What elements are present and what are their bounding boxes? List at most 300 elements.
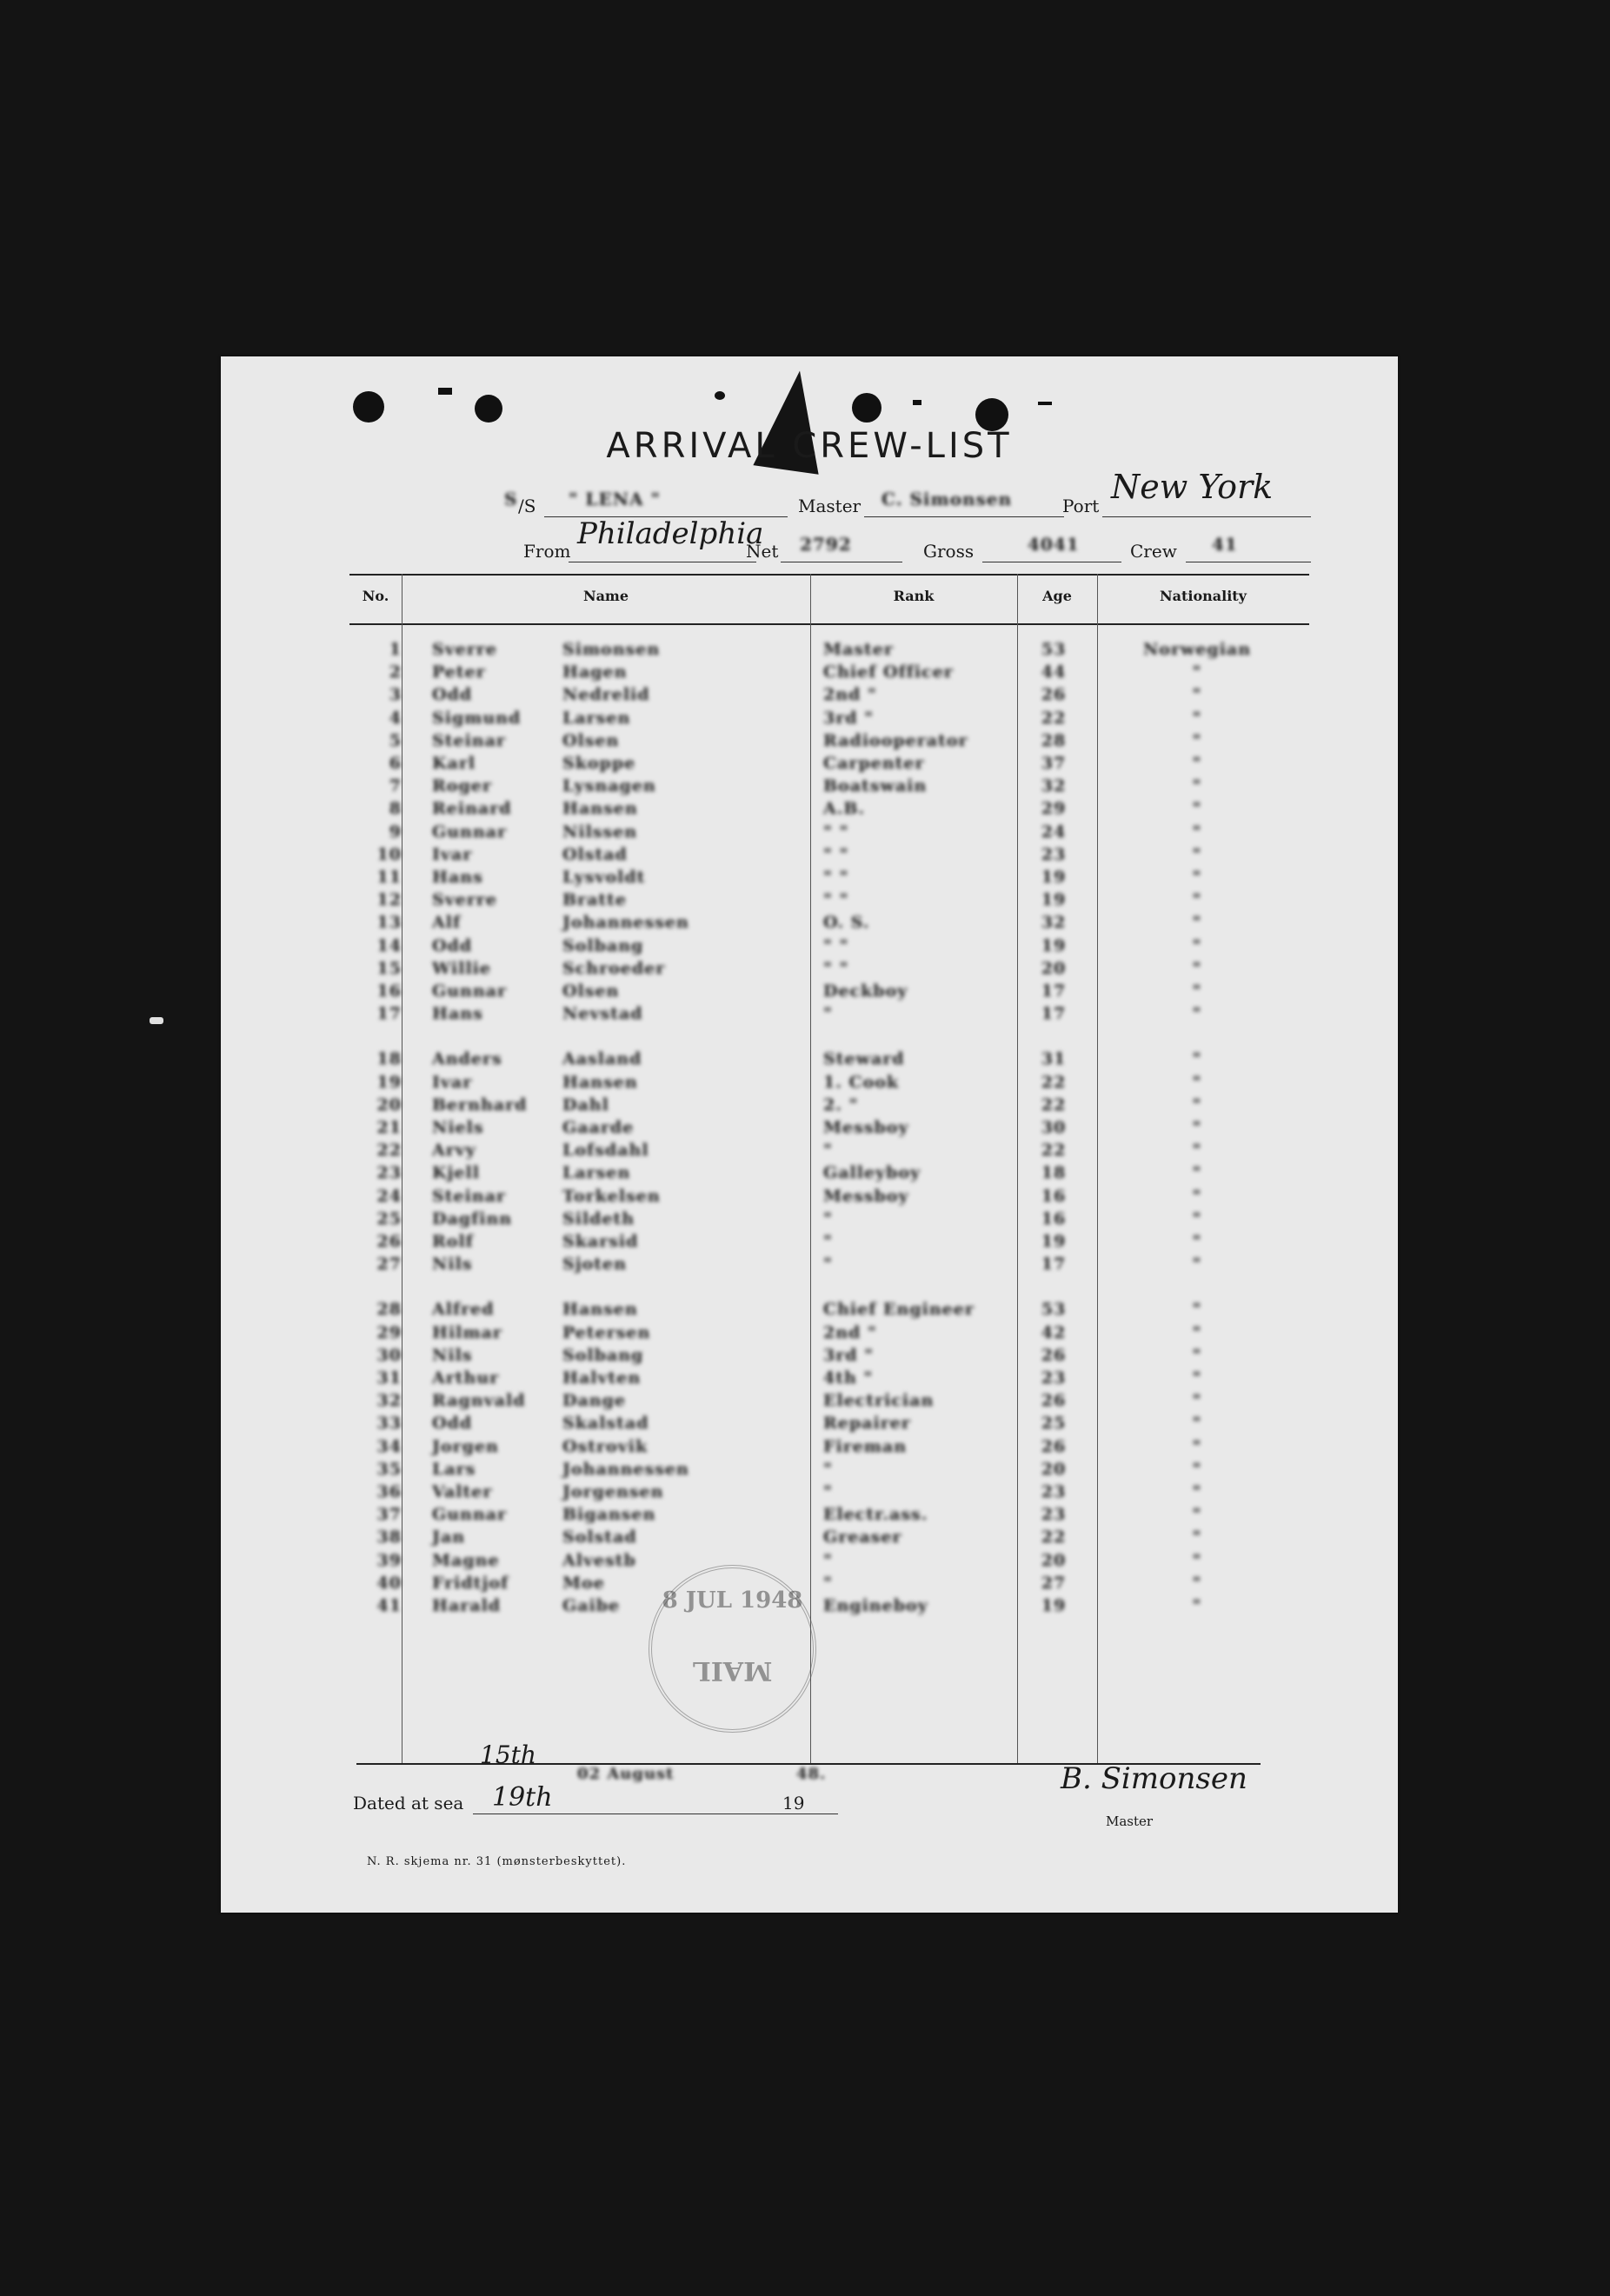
cell-nationality: " <box>1192 1118 1202 1137</box>
cell-no: 37 <box>376 1505 402 1525</box>
cell-nationality: " <box>1192 1300 1202 1320</box>
cell-nationality: " <box>1192 1436 1202 1456</box>
cell-nationality: " <box>1192 776 1202 796</box>
cell-age: 23 <box>1041 1505 1067 1525</box>
cell-age: 26 <box>1041 1345 1067 1365</box>
cell-last-name: Petersen <box>562 1322 651 1342</box>
table-row <box>349 685 1309 708</box>
cell-last-name: Sjoten <box>562 1254 627 1274</box>
cell-rank: " " <box>823 890 849 910</box>
table-header-rule <box>349 623 1309 625</box>
cell-last-name: Bigansen <box>562 1505 656 1525</box>
cell-first-name: Peter <box>432 662 486 682</box>
cell-first-name: Steinar <box>432 730 506 750</box>
cell-first-name: Sigmund <box>432 708 522 728</box>
cell-no: 38 <box>376 1527 402 1547</box>
cell-age: 19 <box>1041 890 1067 910</box>
stamp-line1: 8 JUL 1948 <box>662 1587 803 1614</box>
cell-last-name: Lysvoldt <box>562 868 646 887</box>
punch-hole <box>852 393 882 423</box>
cell-nationality: " <box>1192 844 1202 864</box>
cell-age: 25 <box>1041 1414 1067 1434</box>
crew-value: 41 <box>1212 534 1238 555</box>
table-row <box>349 1141 1309 1163</box>
table-row <box>349 1414 1309 1436</box>
table-row <box>349 1368 1309 1391</box>
cell-age: 19 <box>1041 935 1067 955</box>
cell-no: 16 <box>376 982 402 1001</box>
cell-age: 20 <box>1041 1550 1067 1570</box>
table-row <box>349 959 1309 982</box>
cell-no: 21 <box>376 1118 402 1137</box>
cell-age: 44 <box>1041 662 1067 682</box>
cell-age: 17 <box>1041 1004 1067 1024</box>
ink-mark <box>438 388 452 395</box>
cell-nationality: " <box>1192 754 1202 773</box>
cell-last-name: Lofsdahl <box>562 1141 649 1161</box>
cell-rank: 4th " <box>823 1368 874 1388</box>
cell-no: 25 <box>376 1208 402 1228</box>
gross-value: 4041 <box>1028 534 1080 555</box>
handwritten-day: 15th <box>480 1740 536 1769</box>
cell-age: 26 <box>1041 685 1067 705</box>
cell-rank: Chief Engineer <box>823 1300 975 1320</box>
cell-no: 2 <box>389 662 402 682</box>
cell-age: 27 <box>1041 1573 1067 1593</box>
cell-nationality: " <box>1192 1072 1202 1092</box>
cell-nationality: " <box>1192 685 1202 705</box>
cell-last-name: Halvten <box>562 1368 642 1388</box>
cell-last-name: Solbang <box>562 935 644 955</box>
cell-nationality: " <box>1192 1004 1202 1024</box>
cell-rank: " <box>823 1459 833 1479</box>
cell-age: 19 <box>1041 1596 1067 1615</box>
cell-first-name: Nils <box>432 1254 473 1274</box>
post-stamp <box>649 1565 816 1733</box>
table-row <box>349 1527 1309 1550</box>
cell-nationality: " <box>1192 1208 1202 1228</box>
cell-nationality: " <box>1192 1232 1202 1251</box>
table-row <box>349 936 1309 959</box>
cell-age: 22 <box>1041 1527 1067 1547</box>
cell-age: 31 <box>1041 1049 1067 1069</box>
cell-last-name: Sildeth <box>562 1208 635 1228</box>
cell-rank: Chief Officer <box>823 662 954 682</box>
cell-nationality: " <box>1192 1482 1202 1501</box>
cell-no: 34 <box>376 1436 402 1456</box>
cell-age: 53 <box>1041 640 1067 659</box>
cell-age: 28 <box>1041 730 1067 750</box>
cell-last-name: Nedrelid <box>562 685 650 705</box>
cell-age: 22 <box>1041 1095 1067 1115</box>
cell-first-name: Alfred <box>432 1300 495 1320</box>
cell-rank: 2. " <box>823 1095 859 1115</box>
header-no: No. <box>362 588 389 604</box>
header-name: Name <box>582 588 629 604</box>
cell-no: 29 <box>376 1322 402 1342</box>
cell-age: 19 <box>1041 868 1067 887</box>
cell-age: 26 <box>1041 1436 1067 1456</box>
cell-last-name: Dahl <box>562 1095 609 1115</box>
cell-age: 20 <box>1041 958 1067 978</box>
cell-age: 23 <box>1041 1368 1067 1388</box>
header-age: Age <box>1042 588 1072 604</box>
cell-rank: 2nd " <box>823 1322 877 1342</box>
cell-nationality: " <box>1192 913 1202 933</box>
cell-first-name: Arthur <box>432 1368 500 1388</box>
cell-last-name: Gaarde <box>562 1118 635 1137</box>
cell-no: 7 <box>389 776 402 796</box>
cell-first-name: Reinard <box>432 799 512 819</box>
cell-rank: " <box>823 1482 833 1501</box>
cell-last-name: Johannessen <box>562 1459 689 1479</box>
cell-nationality: " <box>1192 868 1202 887</box>
cell-age: 16 <box>1041 1208 1067 1228</box>
ship-prefix: S <box>504 489 518 509</box>
year-value: 48. <box>796 1765 827 1783</box>
cell-no: 6 <box>389 754 402 773</box>
cell-rank: " <box>823 1141 833 1161</box>
cell-age: 16 <box>1041 1186 1067 1206</box>
form-title: ARRIVAL CREW-LIST <box>606 426 1013 466</box>
cell-last-name: Hansen <box>562 1072 638 1092</box>
cell-last-name: Skarsid <box>562 1232 639 1251</box>
cell-nationality: " <box>1192 1573 1202 1593</box>
cell-nationality: " <box>1192 1141 1202 1161</box>
cell-nationality: " <box>1192 1391 1202 1411</box>
cell-nationality: Norwegian <box>1142 640 1252 659</box>
table-row <box>349 1004 1309 1027</box>
cell-first-name: Harald <box>432 1596 502 1615</box>
ship-name: " LENA " <box>569 489 661 509</box>
cell-first-name: Jorgen <box>432 1436 499 1456</box>
from-label: From <box>523 541 571 562</box>
cell-age: 20 <box>1041 1459 1067 1479</box>
cell-first-name: Odd <box>432 935 473 955</box>
net-label: Net <box>746 541 779 562</box>
cell-rank: Electrician <box>823 1391 935 1411</box>
table-row <box>349 662 1309 685</box>
cell-last-name: Johannessen <box>562 913 689 933</box>
cell-rank: " " <box>823 958 849 978</box>
table-row <box>349 913 1309 935</box>
cell-age: 53 <box>1041 1300 1067 1320</box>
cell-first-name: Karl <box>432 754 476 773</box>
cell-first-name: Ragnvald <box>432 1391 526 1411</box>
cell-rank: Messboy <box>823 1186 909 1206</box>
table-row <box>349 1254 1309 1277</box>
cell-age: 22 <box>1041 1072 1067 1092</box>
cell-last-name: Dange <box>562 1391 626 1411</box>
cell-last-name: Lysnagen <box>562 776 656 796</box>
cell-no: 28 <box>376 1300 402 1320</box>
cell-rank: Radiooperator <box>823 730 968 750</box>
cell-no: 1 <box>389 640 402 659</box>
cell-no: 26 <box>376 1232 402 1251</box>
cell-age: 26 <box>1041 1391 1067 1411</box>
cell-age: 23 <box>1041 844 1067 864</box>
cell-rank: Galleyboy <box>823 1163 921 1183</box>
cell-last-name: Hansen <box>562 1300 638 1320</box>
crew-list-document <box>221 356 1398 1913</box>
ink-mark <box>715 391 725 400</box>
cell-first-name: Alf <box>432 913 462 933</box>
cell-last-name: Olsen <box>562 982 620 1001</box>
cell-no: 39 <box>376 1550 402 1570</box>
stamp-line2: MAIL <box>692 1655 773 1686</box>
cell-last-name: Olsen <box>562 730 620 750</box>
table-row <box>349 1346 1309 1368</box>
punch-hole <box>353 391 384 423</box>
table-row <box>349 1551 1309 1574</box>
cell-nationality: " <box>1192 1163 1202 1183</box>
cell-age: 17 <box>1041 1254 1067 1274</box>
cell-last-name: Olstad <box>562 844 628 864</box>
cell-rank: " <box>823 1004 833 1024</box>
cell-rank: " <box>823 1208 833 1228</box>
cell-age: 23 <box>1041 1482 1067 1501</box>
cell-no: 8 <box>389 799 402 819</box>
cell-rank: Steward <box>823 1049 905 1069</box>
cell-age: 17 <box>1041 982 1067 1001</box>
cell-first-name: Gunnar <box>432 1505 507 1525</box>
table-row <box>349 1437 1309 1460</box>
cell-first-name: Gunnar <box>432 982 507 1001</box>
cell-rank: 1. Cook <box>823 1072 900 1092</box>
port-underline <box>1102 516 1311 517</box>
table-row <box>349 754 1309 776</box>
cell-age: 19 <box>1041 1232 1067 1251</box>
cell-nationality: " <box>1192 799 1202 819</box>
ink-mark <box>1038 402 1052 405</box>
cell-age: 32 <box>1041 776 1067 796</box>
header-rank: Rank <box>893 588 935 604</box>
cell-rank: Deckboy <box>823 982 908 1001</box>
cell-nationality: " <box>1192 1322 1202 1342</box>
cell-rank: Greaser <box>823 1527 902 1547</box>
cell-nationality: " <box>1192 1459 1202 1479</box>
cell-nationality: " <box>1192 935 1202 955</box>
cell-nationality: " <box>1192 1596 1202 1615</box>
cell-no: 41 <box>376 1596 402 1615</box>
cell-first-name: Ivar <box>432 1072 473 1092</box>
cell-nationality: " <box>1192 958 1202 978</box>
cell-no: 10 <box>376 844 402 864</box>
table-row <box>349 890 1309 913</box>
table-row <box>349 1460 1309 1482</box>
cell-rank: 3rd " <box>823 1345 875 1365</box>
cell-age: 29 <box>1041 799 1067 819</box>
cell-first-name: Lars <box>432 1459 476 1479</box>
cell-last-name: Alvestb <box>562 1550 636 1570</box>
table-row <box>349 1163 1309 1186</box>
cell-nationality: " <box>1192 1505 1202 1525</box>
cell-rank: " " <box>823 844 849 864</box>
table-row <box>349 776 1309 799</box>
cell-no: 9 <box>389 822 402 842</box>
cell-no: 31 <box>376 1368 402 1388</box>
cell-first-name: Hilmar <box>432 1322 502 1342</box>
table-row <box>349 640 1309 662</box>
cell-first-name: Hans <box>432 1004 483 1024</box>
cell-age: 18 <box>1041 1163 1067 1183</box>
cell-rank: Repairer <box>823 1414 911 1434</box>
cell-rank: " <box>823 1573 833 1593</box>
table-row <box>349 868 1309 890</box>
cell-nationality: " <box>1192 1049 1202 1069</box>
cell-age: 30 <box>1041 1118 1067 1137</box>
cell-first-name: Bernhard <box>432 1095 528 1115</box>
cell-last-name: Hagen <box>562 662 628 682</box>
cell-last-name: Larsen <box>562 708 631 728</box>
cell-first-name: Willie <box>432 958 491 978</box>
cell-nationality: " <box>1192 1095 1202 1115</box>
crew-table <box>349 574 1309 1765</box>
cell-last-name: Nilssen <box>562 822 638 842</box>
cell-rank: " <box>823 1254 833 1274</box>
punch-hole <box>475 395 502 423</box>
cell-last-name: Skoppe <box>562 754 636 773</box>
cell-no: 11 <box>376 868 402 887</box>
cell-last-name: Torkelsen <box>562 1186 661 1206</box>
cell-last-name: Solbang <box>562 1345 644 1365</box>
date-value: 02 August <box>577 1765 675 1783</box>
cell-nationality: " <box>1192 1527 1202 1547</box>
cell-no: 30 <box>376 1345 402 1365</box>
cell-last-name: Gaibe <box>562 1596 621 1615</box>
port-label: Port <box>1062 496 1100 516</box>
handwritten-day-2: 19th <box>492 1782 553 1813</box>
cell-last-name: Moe <box>562 1573 605 1593</box>
cell-rank: Electr.ass. <box>823 1505 928 1525</box>
cell-no: 32 <box>376 1391 402 1411</box>
ship-sep: /S <box>518 496 536 516</box>
cell-last-name: Larsen <box>562 1163 631 1183</box>
header-nationality: Nationality <box>1160 588 1247 604</box>
cell-rank: 3rd " <box>823 708 875 728</box>
cell-last-name: Jorgensen <box>562 1482 664 1501</box>
cell-first-name: Hans <box>432 868 483 887</box>
cell-no: 36 <box>376 1482 402 1501</box>
cell-first-name: Ivar <box>432 844 473 864</box>
form-note: N. R. skjema nr. 31 (mønsterbeskyttet). <box>367 1855 627 1868</box>
cell-nationality: " <box>1192 1345 1202 1365</box>
master-label: Master <box>798 496 862 516</box>
cell-no: 5 <box>389 730 402 750</box>
cell-nationality: " <box>1192 1550 1202 1570</box>
cell-age: 37 <box>1041 754 1067 773</box>
master-value: C. Simonsen <box>882 489 1013 509</box>
cell-nationality: " <box>1192 982 1202 1001</box>
cell-first-name: Jan <box>432 1527 466 1547</box>
port-value: New York <box>1111 468 1274 506</box>
table-row <box>349 1482 1309 1505</box>
cell-first-name: Sverre <box>432 890 497 910</box>
table-top-rule <box>349 574 1309 576</box>
table-row <box>349 1574 1309 1596</box>
cell-no: 15 <box>376 958 402 978</box>
cell-last-name: Hansen <box>562 799 638 819</box>
ink-mark <box>913 400 921 405</box>
cell-no: 13 <box>376 913 402 933</box>
from-value: Philadelphia <box>577 516 764 551</box>
cell-last-name: Nevstad <box>562 1004 643 1024</box>
cell-nationality: " <box>1192 1414 1202 1434</box>
cell-first-name: Kjell <box>432 1163 480 1183</box>
table-row <box>349 1596 1309 1619</box>
table-row <box>349 1505 1309 1527</box>
table-row <box>349 709 1309 731</box>
cell-first-name: Roger <box>432 776 492 796</box>
cell-first-name: Anders <box>432 1049 502 1069</box>
cell-first-name: Gunnar <box>432 822 507 842</box>
cell-rank: Engineboy <box>823 1596 928 1615</box>
table-row <box>349 1391 1309 1414</box>
cell-rank: " " <box>823 935 849 955</box>
cell-no: 24 <box>376 1186 402 1206</box>
table-row <box>349 731 1309 754</box>
table-row <box>349 1187 1309 1209</box>
cell-rank: " " <box>823 822 849 842</box>
table-row <box>349 1049 1309 1072</box>
cell-first-name: Steinar <box>432 1186 506 1206</box>
cell-no: 22 <box>376 1141 402 1161</box>
cell-last-name: Skalstad <box>562 1414 649 1434</box>
cell-last-name: Ostrovik <box>562 1436 649 1456</box>
cell-nationality: " <box>1192 822 1202 842</box>
cell-rank: " <box>823 1232 833 1251</box>
cell-rank: Carpenter <box>823 754 925 773</box>
master-underline <box>864 516 1064 517</box>
cell-first-name: Niels <box>432 1118 484 1137</box>
cell-first-name: Fridtjof <box>432 1573 509 1593</box>
table-row <box>349 1232 1309 1254</box>
cell-rank: " " <box>823 868 849 887</box>
cell-nationality: " <box>1192 890 1202 910</box>
cell-no: 14 <box>376 935 402 955</box>
table-row <box>349 1073 1309 1095</box>
cell-no: 35 <box>376 1459 402 1479</box>
cell-nationality: " <box>1192 730 1202 750</box>
cell-age: 32 <box>1041 913 1067 933</box>
cell-no: 27 <box>376 1254 402 1274</box>
table-row <box>349 845 1309 868</box>
cell-no: 20 <box>376 1095 402 1115</box>
cell-no: 4 <box>389 708 402 728</box>
table-row <box>349 1118 1309 1141</box>
cell-rank: " <box>823 1550 833 1570</box>
table-row <box>349 1209 1309 1232</box>
cell-no: 40 <box>376 1573 402 1593</box>
cell-first-name: Valter <box>432 1482 493 1501</box>
crew-label: Crew <box>1130 541 1177 562</box>
cell-no: 33 <box>376 1414 402 1434</box>
cell-no: 12 <box>376 890 402 910</box>
cell-age: 22 <box>1041 708 1067 728</box>
cell-rank: Fireman <box>823 1436 908 1456</box>
cell-first-name: Rolf <box>432 1232 474 1251</box>
cell-first-name: Magne <box>432 1550 500 1570</box>
cell-no: 17 <box>376 1004 402 1024</box>
cell-first-name: Sverre <box>432 640 497 659</box>
table-row <box>349 1095 1309 1118</box>
cell-nationality: " <box>1192 1254 1202 1274</box>
cell-first-name: Odd <box>432 1414 473 1434</box>
cell-rank: Master <box>823 640 894 659</box>
cell-rank: O. S. <box>823 913 870 933</box>
table-row <box>349 1323 1309 1346</box>
cell-rank: Boatswain <box>823 776 928 796</box>
